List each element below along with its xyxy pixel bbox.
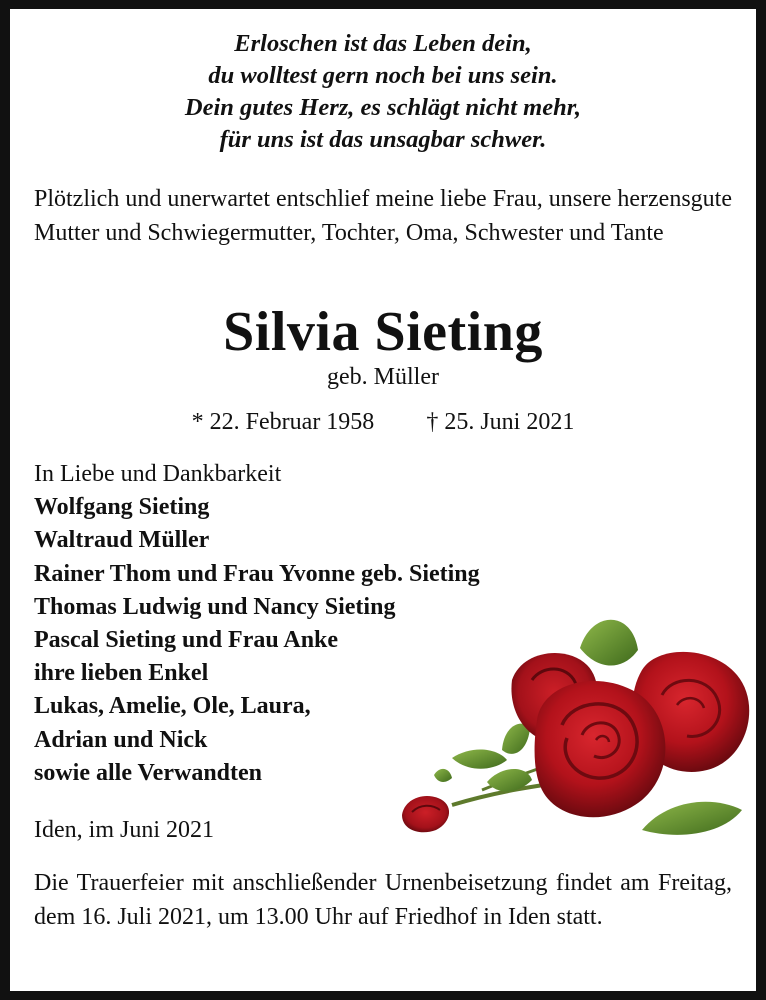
mourner-name: Pascal Sieting und Frau Anke bbox=[34, 627, 339, 654]
mourner-name: Waltraud Müller bbox=[34, 527, 210, 554]
mourners-intro: In Liebe und Dankbarkeit bbox=[34, 461, 282, 487]
memorial-poem bbox=[10, 28, 756, 156]
maiden-name: geb. Müller bbox=[327, 364, 439, 390]
poem-line: für uns ist das unsagbar schwer. bbox=[219, 126, 547, 153]
mourner-name: Adrian und Nick bbox=[34, 726, 208, 753]
death-date: † 25. Juni 2021 bbox=[426, 409, 575, 435]
poem-line: du wolltest gern noch bei uns sein. bbox=[208, 62, 558, 89]
mourner-name: ihre lieben Enkel bbox=[34, 660, 209, 687]
poem-line: Erloschen ist das Leben dein, bbox=[234, 30, 532, 57]
life-dates bbox=[0, 405, 766, 439]
place-and-date: Iden, im Juni 2021 bbox=[34, 817, 214, 843]
mourner-name: sowie alle Verwandten bbox=[34, 759, 262, 786]
funeral-service-info: Die Trauerfeier mit anschließender Urnenbeisetzung findet am Freitag, dem 16. Juli 2021, um 13.00 Uhr auf Friedhof in Iden statt. bbox=[34, 870, 732, 930]
poem-line: Dein gutes Herz, es schlägt nicht mehr, bbox=[184, 94, 582, 121]
announcement-text: Plötzlich und unerwartet entschlief meine liebe Frau, unsere herzensgute Mutter und Schwiegermutter, Tochter, Oma, Schwester und Tante bbox=[34, 186, 732, 246]
mourner-name: Lukas, Amelie, Ole, Laura, bbox=[34, 693, 311, 720]
mourner-name: Rainer Thom und Frau Yvonne geb. Sieting bbox=[34, 560, 480, 587]
mourner-name: Thomas Ludwig und Nancy Sieting bbox=[34, 593, 396, 620]
birth-date: * 22. Februar 1958 bbox=[191, 409, 375, 435]
deceased-name: Silvia Sieting bbox=[223, 301, 543, 363]
red-roses-icon bbox=[392, 600, 756, 840]
mourner-name: Wolfgang Sieting bbox=[34, 494, 210, 521]
